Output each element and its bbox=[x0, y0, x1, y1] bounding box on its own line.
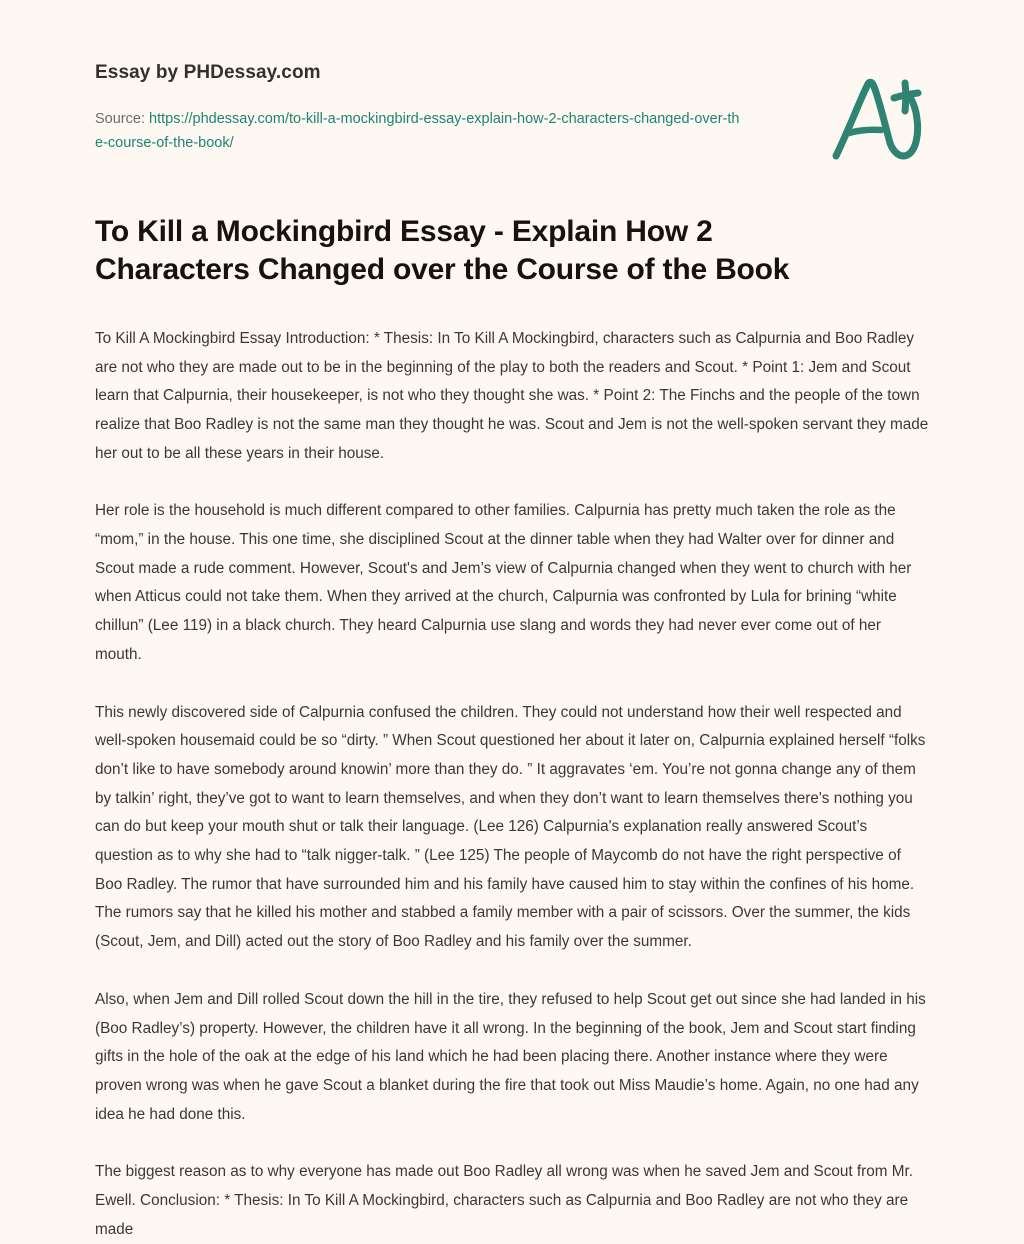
article-paragraph: To Kill A Mockingbird Essay Introduction: * Thesis: In To Kill A Mockingbird, characters such as Calpurnia and Boo Radley are not who they are made out to be in the beginning of the play to both the readers and Scout. * Point 1: Jem and Scout learn that Calpurnia, their housekeeper, is not who they thought she was. * Point 2: The Finchs and the people of the town realize that Boo Radley is not the same man they thought he was. Scout and Jem is not the well-spoken servant they made her out to be all these years in their house. bbox=[95, 329, 929, 462]
source-label: Source: bbox=[95, 110, 145, 127]
source-url-link[interactable]: https://phdessay.com/to-kill-a-mockingbird-essay-explain-how-2-characters-changed-over-the-course-of-the-book/ bbox=[95, 110, 740, 151]
article-paragraph: Her role is the household is much different compared to other families. Calpurnia has pretty much taken the role as the “mom,” in the house. This one time, she disciplined Scout at the dinner table when they had Walter over for dinner and Scout made a rude comment. However, Scout's and Jem’s view of Calpurnia changed when they went to church with her when Atticus could not take them. When they arrived at the church, Calpurnia was confronted by Lula for brining “white chillun” (Lee 119) in a black church. They heard Calpurnia use slang and words they had never ever come out of her mouth. bbox=[95, 502, 912, 663]
source-line bbox=[95, 107, 745, 155]
a-plus-grade-logo-icon bbox=[824, 64, 934, 174]
article-paragraph: This newly discovered side of Calpurnia confused the children. They could not understand how their well respected and well-spoken housemaid could be so “dirty. ” When Scout questioned her about it later on, Calpurnia explained herself “folks don’t like to have somebody around knowin’ more than they do. ” It aggravates ‘em. You’re not gonna change any of them by talkin’ right, they’ve got to want to learn themselves, and when they don’t want to learn themselves there's nothing you can do but keep your mouth shut or talk their language. (Lee 126) Calpurnia's explanation really answered Scout’s question as to why she had to “talk nigger-talk. ” (Lee 125) The people of Maycomb do not have the right perspective of Boo Radley. The rumor that have surrounded him and his family have caused him to stay within the confines of his home. The rumors say that he killed his mother and stabbed a family member with a pair of scissors. Over the summer, the kids (Scout, Jem, and Dill) acted out the story of Boo Radley and his family over the summer. bbox=[95, 703, 926, 951]
article-paragraph: Also, when Jem and Dill rolled Scout down the hill in the tire, they refused to help Scout get out since she had landed in his (Boo Radley’s) property. However, the children have it all wrong. In the beginning of the book, Jem and Scout start finding gifts in the hole of the oak at the edge of his land which he had been placing there. Another instance where they were proven wrong was when he gave Scout a blanket during the fire that took out Miss Maudie’s home. Again, no one had any idea he had done this. bbox=[95, 990, 926, 1123]
page-title: To Kill a Mockingbird Essay - Explain How 2 Characters Changed over the Course of the Book bbox=[95, 214, 790, 286]
article-paragraph: The biggest reason as to why everyone has made out Boo Radley all wrong was when he saved Jem and Scout from Mr. Ewell. Conclusion: * Thesis: In To Kill A Mockingbird, characters such as Calpurnia and Boo Radley are not who they are made bbox=[95, 1163, 913, 1238]
site-brand-label: Essay by PHDessay.com bbox=[95, 62, 321, 83]
article-body bbox=[0, 289, 1024, 1244]
